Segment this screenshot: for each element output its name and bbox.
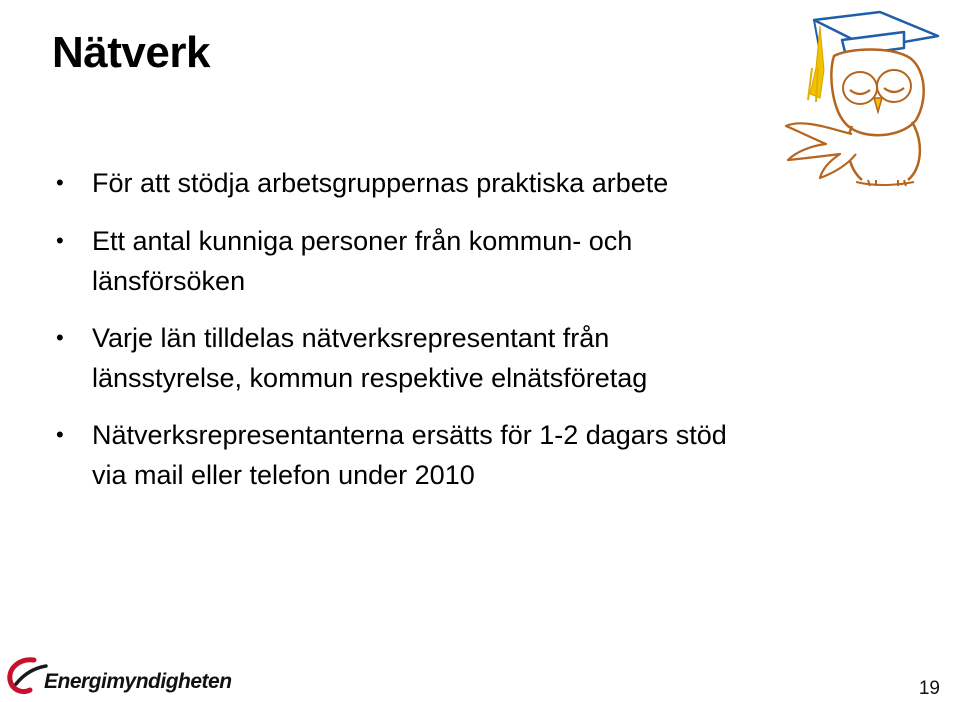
bullet-item — [56, 318, 916, 398]
bullet-text: För att stödja arbetsgruppernas praktiska arbete — [92, 168, 669, 198]
bullet-marker: • — [56, 228, 64, 253]
bullet-item — [56, 221, 916, 301]
bullet-text: Nätverksrepresentanterna ersätts för 1-2 dagars stöd via mail eller telefon under 2010 — [92, 420, 727, 490]
bullet-item — [56, 415, 916, 495]
page-number: 19 — [918, 678, 940, 699]
logo-swoosh-icon — [4, 654, 48, 698]
bullet-text: Ett antal kunniga personer från kommun- och länsförsöken — [92, 226, 633, 296]
energimyndigheten-logo — [4, 654, 234, 700]
bullet-marker: • — [56, 422, 64, 447]
bullet-marker: • — [56, 170, 64, 195]
graduation-owl-icon — [752, 8, 942, 188]
bullet-item — [56, 163, 916, 203]
bullet-marker: • — [56, 325, 64, 350]
slide-title: Nätverk — [52, 28, 210, 77]
bullet-text: Varje län tilldelas nätverksrepresentant från länsstyrelse, kommun respektive elnätsföretag — [92, 323, 648, 393]
logo-text: Energimyndigheten — [44, 670, 232, 693]
